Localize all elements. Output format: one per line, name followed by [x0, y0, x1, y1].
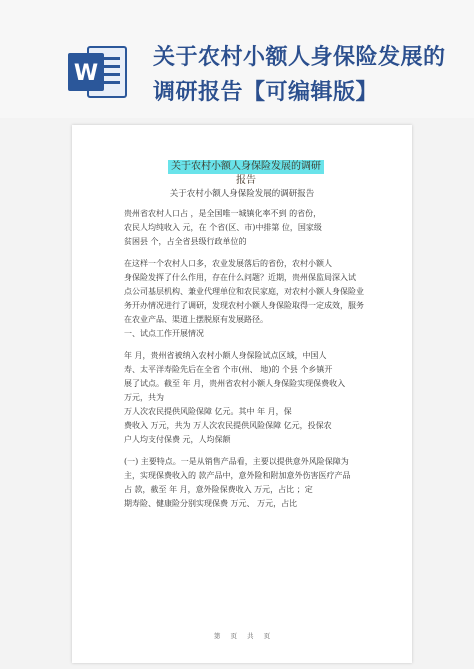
svg-text:W: W	[73, 61, 99, 86]
body-line: 农民人均纯收入 元，在 个省(区、市)中排第 位，国家级	[124, 223, 322, 232]
highlighted-title-bar	[168, 160, 324, 186]
body-line: 主，实现保费收入的 款产品中，意外险和附加意外伤害医疗产品	[124, 471, 351, 480]
paragraph-gap	[124, 341, 374, 349]
body-line: 一、试点工作开展情况	[124, 329, 204, 338]
body-line: 期寿险、健康险分别实现保费 万元、 万元，占比	[124, 499, 298, 508]
body-line: 年 月，贵州省被纳入农村小额人身保险试点区域，中国人	[124, 351, 327, 360]
body-line: 贫困县 个，占全省县级行政单位的	[124, 237, 247, 246]
body-line: 户人均支付保费 元，人均保额	[124, 435, 231, 444]
document-page	[72, 125, 412, 663]
body-line: (一) 主要特点。一是从销售产品看，主要以提供意外风险保障为	[124, 457, 349, 466]
body-line: 万人次农民提供风险保障 亿元。其中 年 月，保	[124, 407, 292, 416]
body-line: 贵州省农村人口占 ，是全国唯一城镇化率不到 的省份，	[124, 209, 322, 218]
document-subtitle: 关于农村小额人身保险发展的调研报告	[169, 189, 315, 199]
body-line: 费收入 万元，共为 万人次农民提供风险保障 亿元，投保农	[124, 421, 332, 430]
body-line: 万元，共为	[124, 393, 164, 402]
document-body	[124, 207, 374, 511]
page-title-line-2: 调研报告【可编辑版】	[153, 80, 379, 105]
body-line: 务开办情况进行了调研，发现农村小额人身保险取得一定成效，服务	[124, 301, 364, 310]
paragraph-gap	[124, 249, 374, 257]
word-icon	[68, 43, 128, 101]
page-footer: 第 页 共 页	[213, 632, 271, 640]
body-line: 在农业产品、渠道上摆脱原有发展路径。	[124, 315, 268, 324]
highlighted-title: 关于农村小额人身保险发展的调研报告	[171, 161, 321, 186]
body-line: 身保险发挥了什么作用，存在什么问题？近期，贵州保监局深入试	[124, 273, 356, 282]
page-header	[0, 0, 474, 118]
body-line: 点公司基层机构、兼业代理单位和农民家庭，对农村小额人身保险业	[124, 287, 364, 296]
body-line: 展了试点。截至 年 月，贵州省农村小额人身保险实现保费收入	[124, 379, 346, 388]
body-line: 在这样一个农村人口多，农业发展落后的省份，农村小额人	[124, 259, 332, 268]
body-line: 寿、太平洋寿险先后在全省 个市(州、 地)的 个县 个乡镇开	[124, 365, 333, 374]
body-line: 占 款，截至 年 月，意外险保费收入 万元，占比 ；定	[124, 485, 313, 494]
page-title-line-1: 关于农村小额人身保险发展的	[153, 45, 446, 70]
paragraph-gap	[124, 447, 374, 455]
